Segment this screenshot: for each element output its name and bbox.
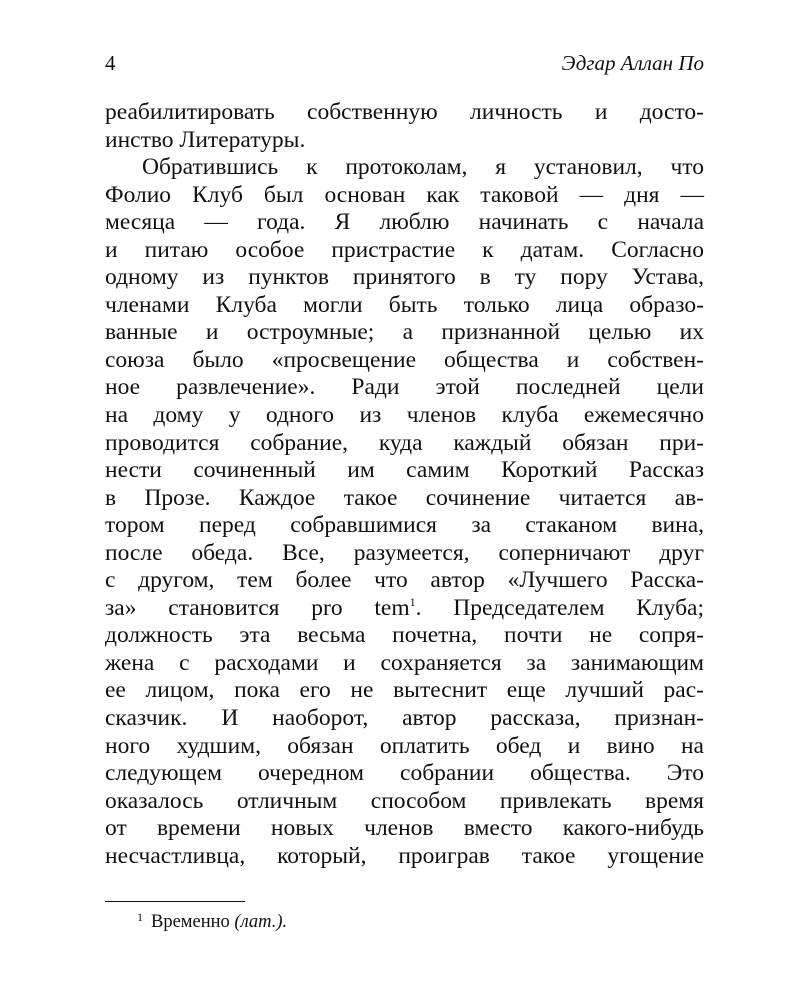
text-line: Фолио Клуб был основан как таковой — дня — [105, 181, 704, 208]
text-line: нести сочиненный им самим Короткий Рассказ [105, 457, 704, 484]
text-line: союза было «просвещение общества и собствен- [105, 346, 704, 373]
text-line: реабилитировать собственную личность и досто- [105, 99, 704, 125]
footnote-reference: 1 [409, 594, 416, 609]
text-line: в Прозе. Каждое такое сочинение читается ав- [105, 484, 704, 511]
text-line: тором перед собравшимися за стаканом вина, [105, 512, 704, 539]
text-line: оказалось отличным способом привлекать время [105, 787, 704, 814]
text-line: проводится собрание, куда каждый обязан при- [105, 429, 704, 456]
page-number: 4 [105, 51, 116, 75]
text-line: после обеда. Все, разумеется, соперничают друг [105, 539, 704, 566]
text-line: следующем очередном собрании общества. Это [105, 760, 704, 787]
text-line: инство Литературы. [105, 126, 306, 153]
text-line: ее лицом, пока его не вытеснит еще лучший рас- [105, 677, 704, 704]
footnote-text: Временно [151, 912, 235, 932]
text-fragment: за» становится pro tem [105, 594, 410, 621]
text-line: месяца — года. Я люблю начинать с начала [105, 209, 704, 236]
text-line: на дому у одного из членов клуба ежемесячно [105, 402, 704, 429]
text-line: должность эта весьма почетна, почти не сопря- [105, 622, 704, 649]
footnote-language-note: (лат.). [234, 912, 288, 932]
text-line-with-footnote-ref [105, 595, 704, 623]
text-line: с другом, тем более что автор «Лучшего Расска- [105, 567, 704, 594]
text-line: и питаю особое пристрастие к датам. Согласно [105, 236, 704, 263]
text-line: членами Клуба могли быть только лица образо- [105, 291, 704, 318]
footnote [137, 904, 287, 935]
text-line: Обратившись к протоколам, я установил, что [142, 154, 704, 181]
text-line: одному из пунктов принятого в ту пору Устава, [105, 264, 704, 291]
text-line: ного худшим, обязан оплатить обед и вино на [105, 732, 704, 759]
text-line: жена с расходами и сохраняется за занимающим [105, 649, 704, 676]
text-fragment: . Председателем Клуба; [415, 594, 704, 621]
running-title: Эдгар Аллан По [561, 51, 704, 75]
text-line: ное развлечение». Ради этой последней цели [105, 374, 704, 401]
body-text [105, 99, 704, 870]
footnote-mark: 1 [137, 910, 143, 924]
footnote-divider [105, 901, 245, 902]
text-line: несчастливца, который, проиграв такое угощение [105, 842, 704, 869]
page-header [105, 48, 704, 78]
text-line: сказчик. И наоборот, автор рассказа, признан- [105, 705, 704, 732]
text-line: от времени новых членов вместо какого-нибудь [105, 815, 704, 842]
text-line: ванные и остроумные; а признанной целью их [105, 319, 704, 346]
